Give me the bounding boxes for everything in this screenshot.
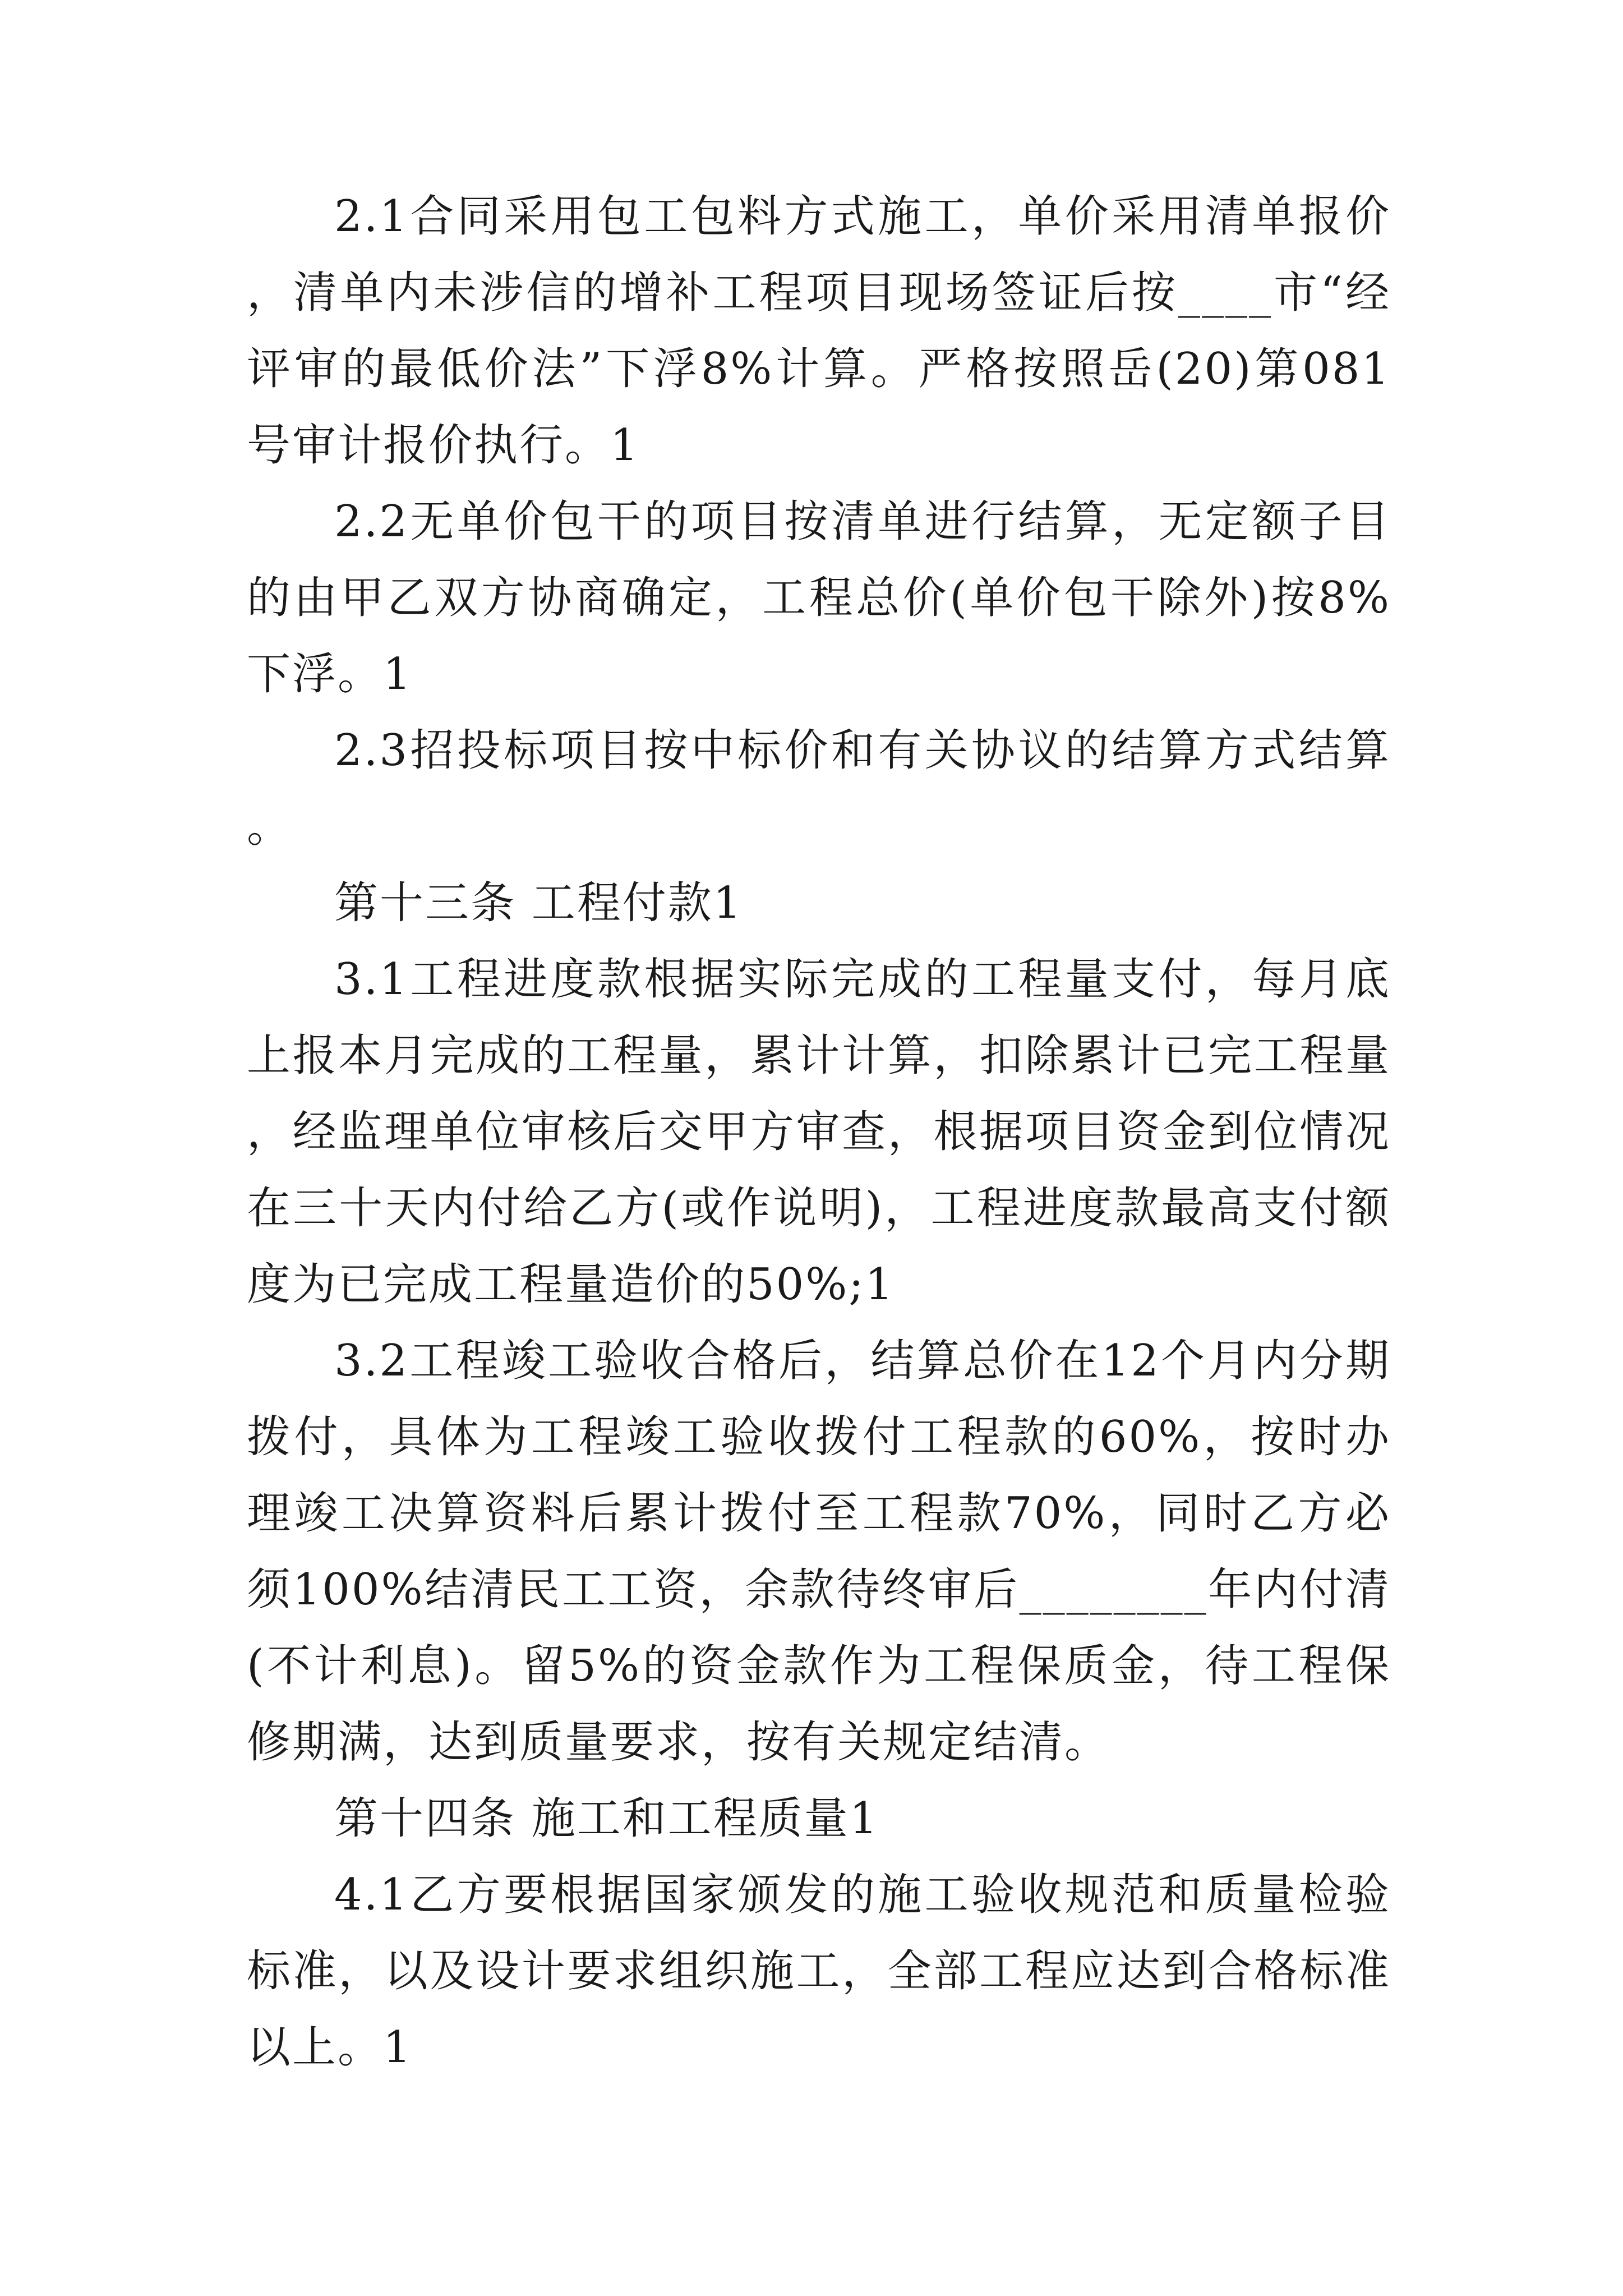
clause-2-2: 2.2无单价包干的项目按清单进行结算，无定额子目的由甲乙双方协商确定，工程总价(单价包干除外)按8%下浮。1 <box>247 496 1391 700</box>
clause-2-1: 2.1合同采用包工包料方式施工，单价采用清单报价，清单内未涉信的增补工程项目现场签证后按____市“经评审的最低价法”下浮8%计算。严格按照岳(20)第081号审计报价执行。1 <box>247 191 1391 471</box>
article-14-heading: 第十四条 施工和工程质量1 <box>334 1793 879 1844</box>
article-13-heading: 第十三条 工程付款1 <box>334 878 743 928</box>
clause-3-2: 3.2工程竣工验收合格后，结算总价在12个月内分期拨付，具体为工程竣工验收拨付工程款的60%，按时办理竣工决算资料后累计拨付至工程款70%，同时乙方必须100%结清民工工资，余款待终审后________年内付清(不计利息)。留5%的资金款作为工程保质金，待工程保修期满，达到质量要求，按有关规定结清。 <box>247 1336 1391 1768</box>
clause-4-1: 4.1乙方要根据国家颁发的施工验收规范和质量检验标准，以及设计要求组织施工，全部工程应达到合格标准以上。1 <box>247 1870 1391 2073</box>
document-body <box>247 178 1391 2086</box>
clause-2-3: 2.3招投标项目按中标价和有关协议的结算方式结算。 <box>247 725 1391 852</box>
clause-3-1: 3.1工程进度款根据实际完成的工程量支付，每月底上报本月完成的工程量，累计计算，扣除累计已完工程量，经监理单位审核后交甲方审查，根据项目资金到位情况在三十天内付给乙方(或作说明)，工程进度款最高支付额度为已完成工程量造价的50%;1 <box>247 954 1391 1310</box>
